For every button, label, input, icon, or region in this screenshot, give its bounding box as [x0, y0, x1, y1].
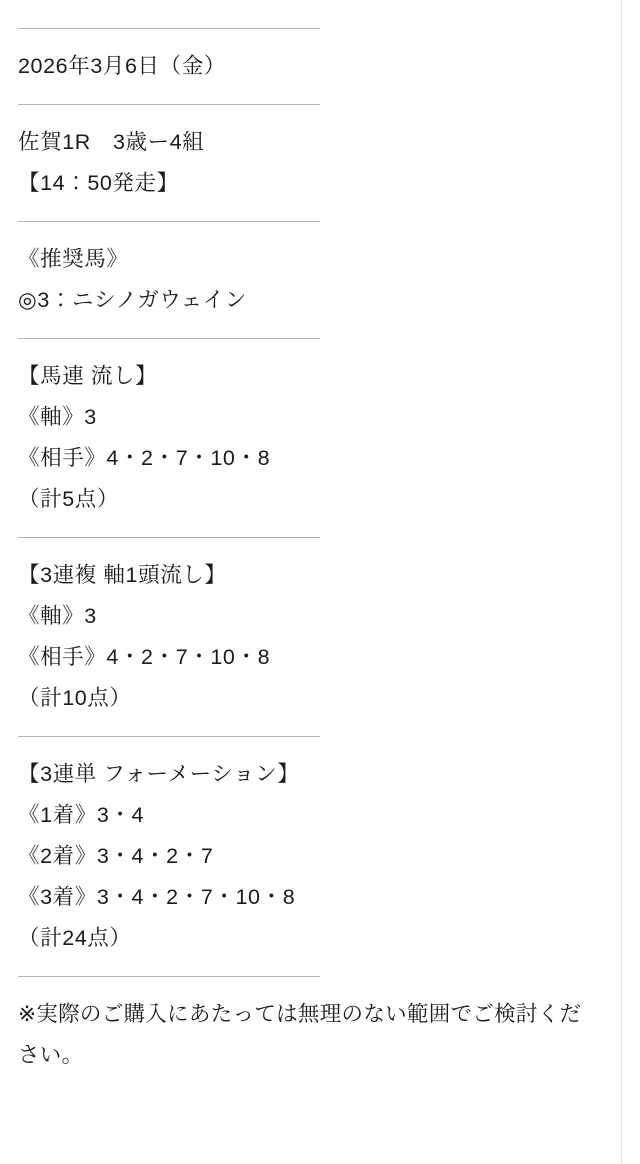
footer-note-block [18, 994, 598, 1076]
spacer [18, 719, 604, 736]
recommendation-horse: ◎3：ニシノガウェイン [18, 288, 247, 312]
spacer [18, 204, 604, 221]
spacer [18, 520, 604, 537]
spacer [18, 538, 604, 555]
bet-line-first: 《1着》3・4 [18, 803, 145, 827]
spacer [18, 737, 604, 754]
bet-block-sanrenpuku [18, 555, 604, 719]
spacer [18, 105, 604, 122]
bet-heading: 【3連複 軸1頭流し】 [18, 563, 227, 587]
bet-line-partners: 《相手》4・2・7・10・8 [18, 446, 271, 470]
bet-heading: 【3連単 フォーメーション】 [18, 762, 300, 786]
bet-line-total: （計24点） [18, 926, 132, 950]
page-right-margin [621, 0, 640, 1164]
spacer [18, 977, 604, 994]
spacer [18, 87, 604, 104]
race-post-time: 【14：50発走】 [18, 171, 179, 195]
spacer [18, 222, 604, 239]
date-line: 2026年3月6日（金） [18, 54, 226, 78]
bet-line-total: （計10点） [18, 686, 132, 710]
top-spacer [18, 0, 604, 28]
bet-block-sanrentan [18, 754, 604, 959]
race-block [18, 122, 604, 204]
bet-line-axis: 《軸》3 [18, 405, 97, 429]
footer-note: ※実際のご購入にあたっては無理のない範囲でご検討ください。 [18, 1002, 582, 1067]
bet-line-axis: 《軸》3 [18, 604, 97, 628]
spacer [18, 339, 604, 356]
bet-line-third: 《3着》3・4・2・7・10・8 [18, 885, 296, 909]
bet-line-partners: 《相手》4・2・7・10・8 [18, 645, 271, 669]
spacer [18, 321, 604, 338]
bet-heading: 【馬連 流し】 [18, 364, 158, 388]
spacer [18, 29, 604, 46]
race-title: 佐賀1R 3歳ー4組 [18, 130, 205, 154]
recommendation-heading: 《推奨馬》 [18, 247, 129, 271]
bet-line-second: 《2着》3・4・2・7 [18, 844, 214, 868]
bet-block-umaren [18, 356, 604, 520]
date-block [18, 46, 604, 87]
bet-line-total: （計5点） [18, 487, 119, 511]
spacer [18, 959, 604, 976]
recommendation-block [18, 239, 604, 321]
